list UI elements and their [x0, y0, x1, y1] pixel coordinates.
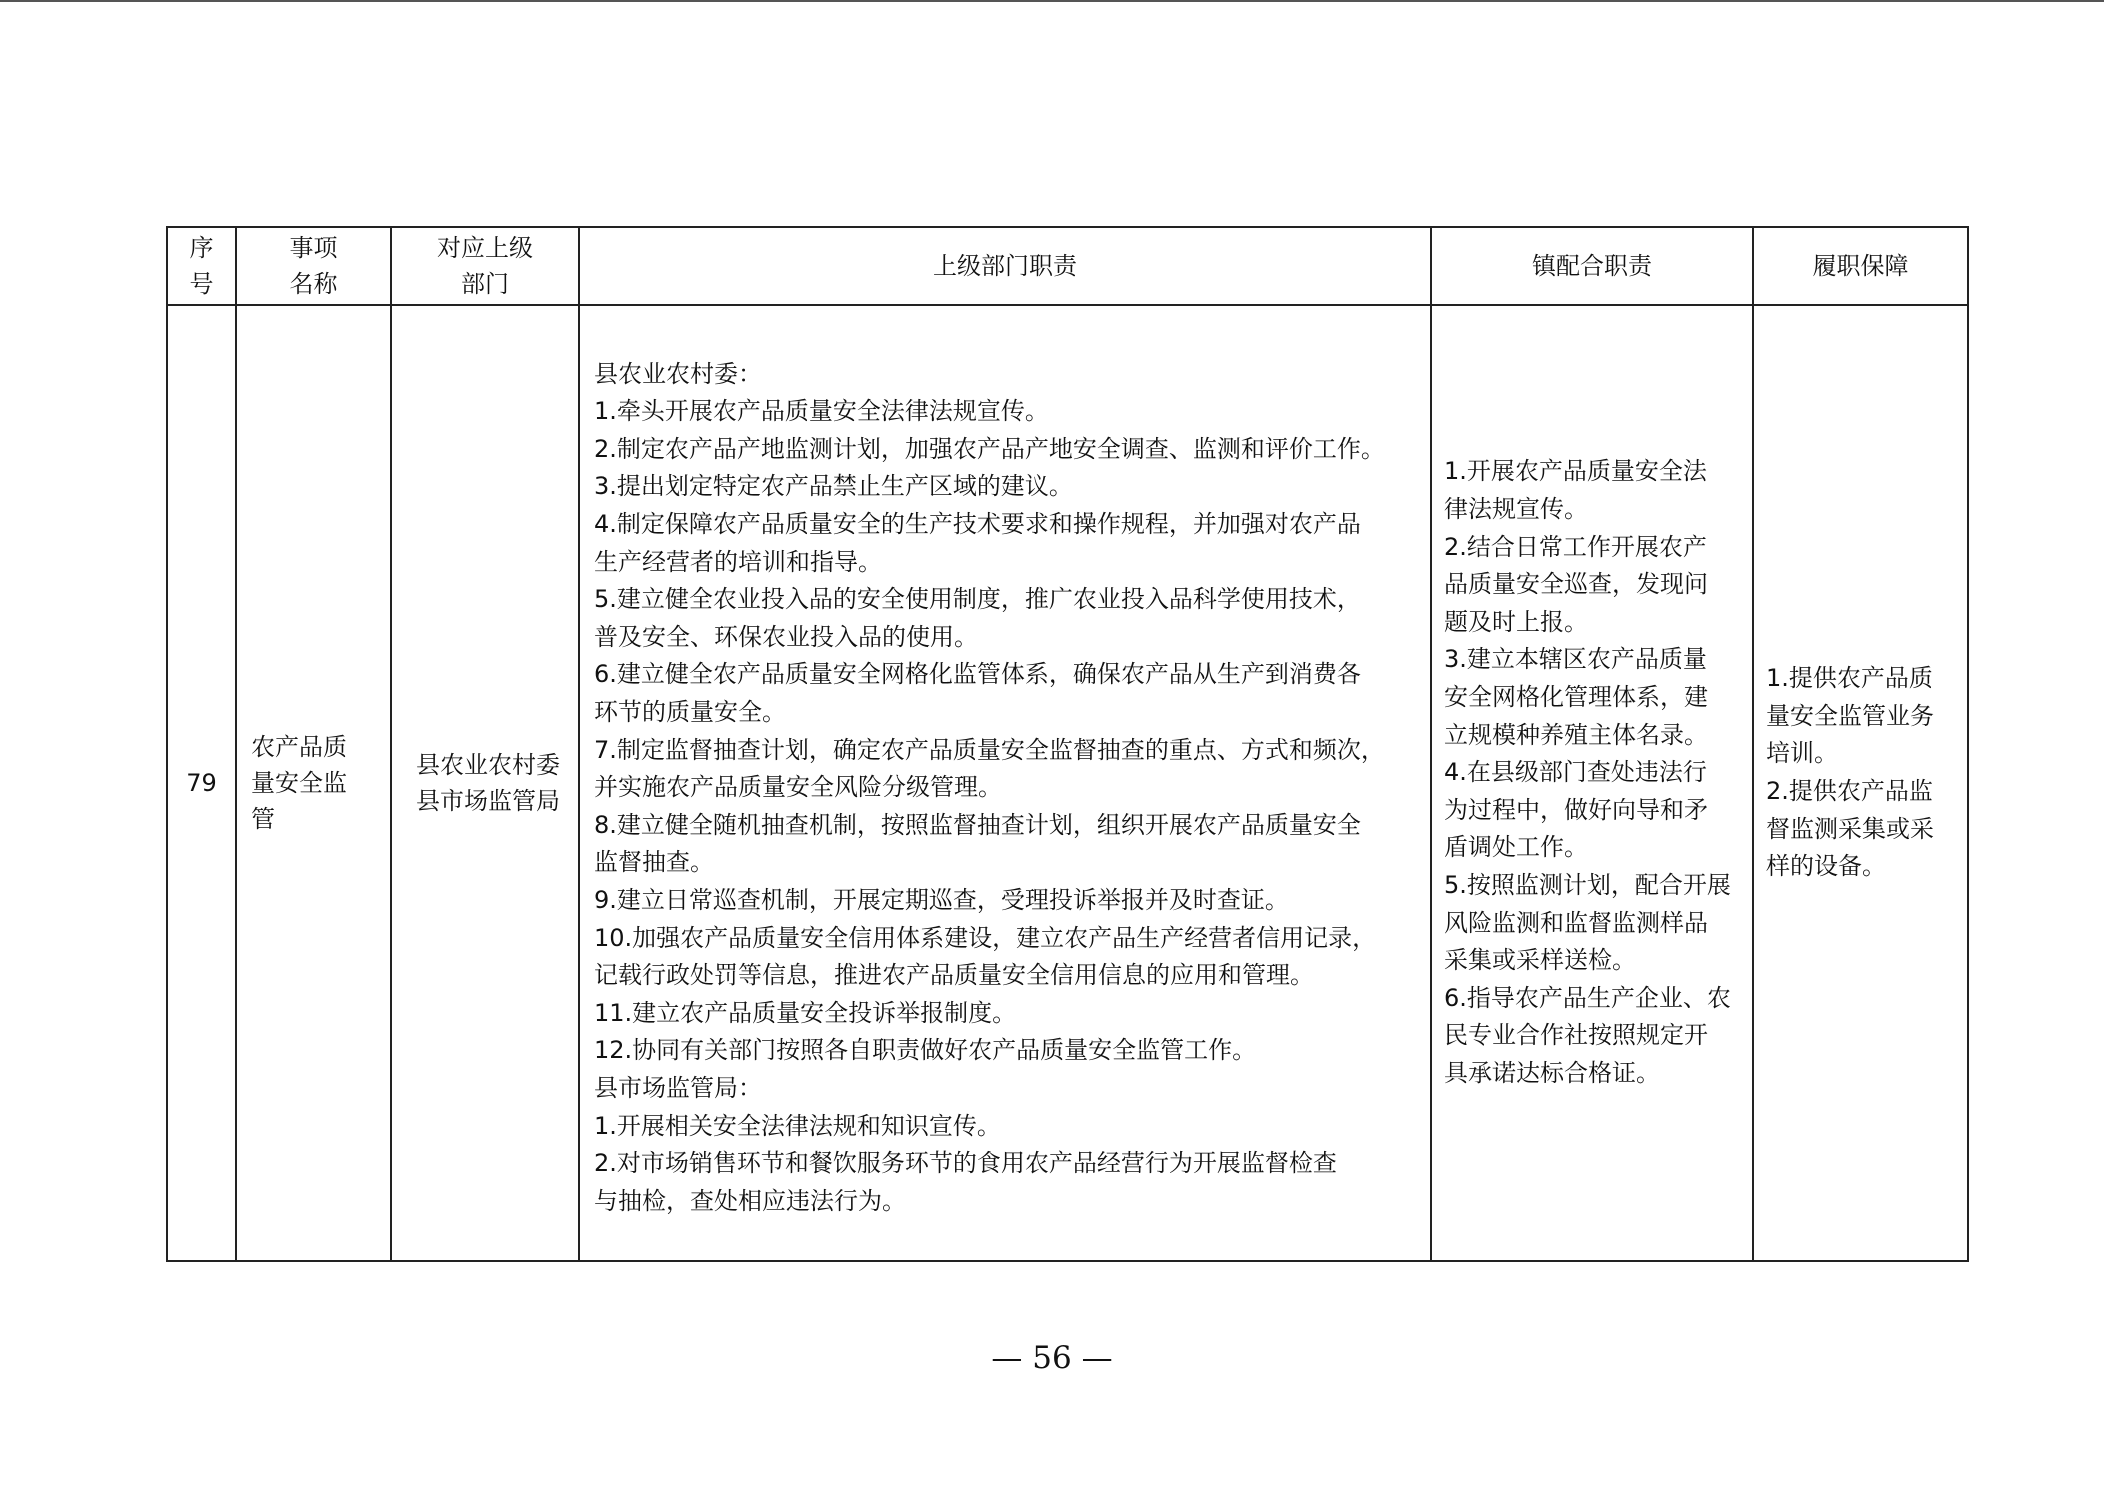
- page-number: — 56 —: [991, 1340, 1113, 1376]
- header-superior-responsibility: 上级部门职责: [579, 227, 1431, 305]
- duty-table: [166, 226, 1969, 1262]
- header-duty-guarantee: 履职保障: [1753, 227, 1968, 305]
- table-row: [167, 305, 1968, 1261]
- row-superior-responsibility: 县农业农村委： 1.牵头开展农产品质量安全法律法规宣传。 2.制定农产品产地监测计划，加强农产品产地安全调查、监测和评价工作。 3.提出划定特定农产品禁止生产区域的建议。 4.制定保障农产品质量安全的生产技术要求和操作规程，并加强对农产品 生产经营者的培训和指导。 5.建立健全农业投入品的安全使用制度，推广农业投入品科学使用技术， 普及安全、环保农业投入品的使用。 6.建立健全农产品质量安全网格化监管体系，确保农产品从生产到消费各 环节的质量安全。 7.制定监督抽查计划，确定农产品质量安全监督抽查的重点、方式和频次， 并实施农产品质量安全风险分级管理。 8.建立健全随机抽查机制，按照监督抽查计划，组织开展农产品质量安全 监督抽查。 9.建立日常巡查机制，开展定期巡查，受理投诉举报并及时查证。 10.加强农产品质量安全信用体系建设，建立农产品生产经营者信用记录， 记载行政处罚等信息，推进农产品质量安全信用信息的应用和管理。 11.建立农产品质量安全投诉举报制度。 12.协同有关部门按照各自职责做好农产品质量安全监管工作。 县市场监管局： 1.开展相关安全法律法规和知识宣传。 2.对市场销售环节和餐饮服务环节的食用农产品经营行为开展监督检查 与抽检，查处相应违法行为。: [579, 305, 1431, 1261]
- row-seq: 79: [167, 305, 236, 1261]
- header-seq: 序 号: [167, 227, 236, 305]
- header-town-responsibility: 镇配合职责: [1431, 227, 1753, 305]
- table-header-row: [167, 227, 1968, 305]
- row-superior-dept: 县农业农村委 县市场监管局: [391, 305, 579, 1261]
- row-duty-guarantee: 1.提供农产品质 量安全监管业务 培训。 2.提供农产品监 督监测采集或采 样的设备。: [1753, 305, 1968, 1261]
- top-border-line: [0, 0, 2104, 2]
- row-town-responsibility: 1.开展农产品质量安全法 律法规宣传。 2.结合日常工作开展农产 品质量安全巡查，发现问 题及时上报。 3.建立本辖区农产品质量 安全网格化管理体系，建 立规模种养殖主体名录。 4.在县级部门查处违法行 为过程中，做好向导和矛 盾调处工作。 5.按照监测计划，配合开展 风险监测和监督监测样品 采集或采样送检。 6.指导农产品生产企业、农 民专业合作社按照规定开 具承诺达标合格证。: [1431, 305, 1753, 1261]
- row-item-name: 农产品质 量安全监 管: [236, 305, 391, 1261]
- header-superior-dept: 对应上级 部门: [391, 227, 579, 305]
- header-item-name: 事项 名称: [236, 227, 391, 305]
